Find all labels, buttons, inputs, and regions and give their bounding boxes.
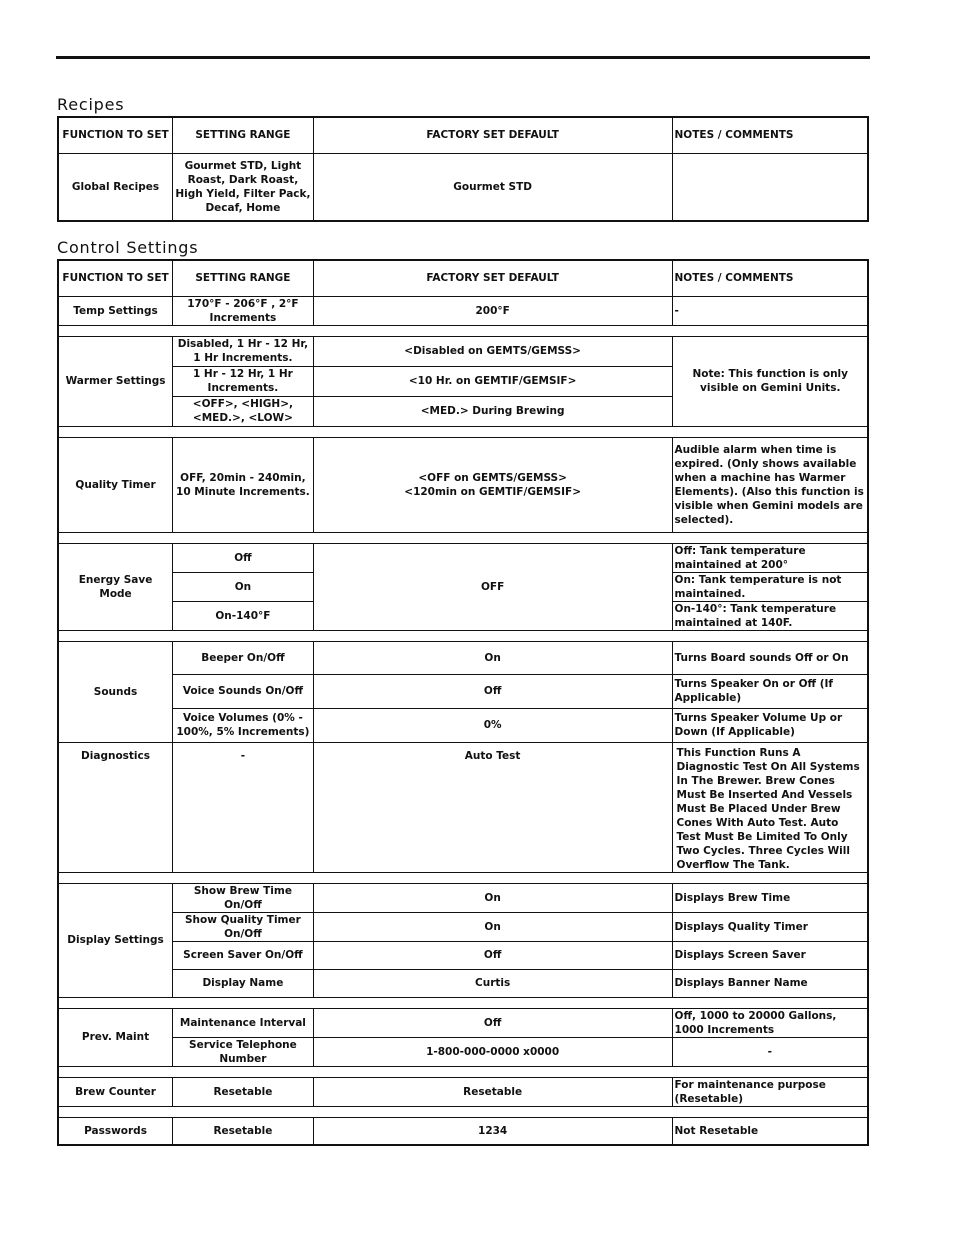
- default-cell: Curtis: [313, 969, 672, 997]
- table-row: [58, 969, 868, 997]
- notes-cell: Displays Brew Time: [672, 883, 868, 912]
- spacer-row: [58, 872, 868, 883]
- header-range: SETTING RANGE: [173, 260, 314, 296]
- default-cell: 200°F: [313, 296, 672, 325]
- function-cell: Brew Counter: [58, 1077, 173, 1106]
- table-header-row: [58, 260, 868, 296]
- notes-cell: Turns Board sounds Off or On: [672, 641, 868, 674]
- range-cell: Off: [173, 543, 314, 572]
- notes-cell: Displays Quality Timer: [672, 912, 868, 941]
- range-cell: Voice Volumes (0% - 100%, 5% Increments): [173, 708, 314, 742]
- notes-cell: [672, 153, 868, 221]
- table-row: [58, 708, 868, 742]
- notes-cell: Audible alarm when time is expired. (Only shows available when a machine has Warmer Elements). (Also this function is visible when Gemini models are selected).: [672, 437, 868, 532]
- header-default: FACTORY SET DEFAULT: [313, 117, 672, 153]
- range-cell: Screen Saver On/Off: [173, 941, 314, 969]
- table-row: [58, 1008, 868, 1037]
- default-cell: On: [313, 641, 672, 674]
- table-row: [58, 941, 868, 969]
- function-cell: Global Recipes: [58, 153, 173, 221]
- table-row: [58, 1117, 868, 1145]
- recipes-table: [57, 116, 869, 222]
- spacer-row: [58, 1106, 868, 1117]
- notes-cell: Turns Speaker Volume Up or Down (If Applicable): [672, 708, 868, 742]
- range-cell: On-140°F: [173, 601, 314, 630]
- default-cell: <Disabled on GEMTS/GEMSS>: [313, 336, 672, 366]
- default-cell: On: [313, 883, 672, 912]
- spacer-row: [58, 426, 868, 437]
- default-cell: 0%: [313, 708, 672, 742]
- table-row: [58, 742, 868, 872]
- default-cell: Gourmet STD: [313, 153, 672, 221]
- notes-cell: On: Tank temperature is not maintained.: [672, 572, 868, 601]
- function-cell: Display Settings: [58, 883, 173, 997]
- table-row: [58, 336, 868, 366]
- table-row: [58, 883, 868, 912]
- range-cell: Show Quality Timer On/Off: [173, 912, 314, 941]
- range-cell: Voice Sounds On/Off: [173, 674, 314, 708]
- default-cell: Off: [313, 1008, 672, 1037]
- table-row: [58, 674, 868, 708]
- header-default: FACTORY SET DEFAULT: [313, 260, 672, 296]
- control-settings-table: [57, 259, 869, 1146]
- table-row: [58, 1037, 868, 1066]
- default-cell: OFF: [313, 543, 672, 630]
- table-row: [58, 296, 868, 325]
- range-cell: -: [173, 742, 314, 872]
- range-cell: Maintenance Interval: [173, 1008, 314, 1037]
- range-cell: Gourmet STD, Light Roast, Dark Roast, High Yield, Filter Pack, Decaf, Home: [173, 153, 314, 221]
- range-cell: Show Brew Time On/Off: [173, 883, 314, 912]
- header-function: FUNCTION TO SET: [58, 260, 173, 296]
- top-rule: [56, 56, 870, 59]
- table-header-row: [58, 117, 868, 153]
- header-range: SETTING RANGE: [173, 117, 314, 153]
- default-line: <120min on GEMTIF/GEMSIF>: [404, 485, 581, 498]
- table-row: [58, 437, 868, 532]
- table-row: [58, 543, 868, 572]
- default-cell: On: [313, 912, 672, 941]
- function-cell: Diagnostics: [58, 742, 173, 872]
- notes-cell: -: [672, 296, 868, 325]
- notes-cell: -: [672, 1037, 868, 1066]
- notes-cell: Displays Banner Name: [672, 969, 868, 997]
- notes-cell: Not Resetable: [672, 1117, 868, 1145]
- range-cell: Disabled, 1 Hr - 12 Hr, 1 Hr Increments.: [173, 336, 314, 366]
- notes-cell: This Function Runs A Diagnostic Test On All Systems In The Brewer. Brew Cones Must Be Inserted And Vessels Must Be Placed Under Brew Cones With Auto Test. Auto Test Must Be Limited To Only Two Cycles. Three Cycles Will Overflow The Tank.: [672, 742, 868, 872]
- table-row: [58, 1077, 868, 1106]
- default-cell: [313, 437, 672, 532]
- notes-cell: Note: This function is only visible on Gemini Units.: [672, 336, 868, 426]
- default-cell: Auto Test: [313, 742, 672, 872]
- table-row: [58, 912, 868, 941]
- spacer-row: [58, 325, 868, 336]
- notes-cell: Displays Screen Saver: [672, 941, 868, 969]
- function-cell: Temp Settings: [58, 296, 173, 325]
- function-cell: Warmer Settings: [58, 336, 173, 426]
- range-cell: Resetable: [173, 1077, 314, 1106]
- range-cell: 170°F - 206°F , 2°F Increments: [173, 296, 314, 325]
- range-cell: Beeper On/Off: [173, 641, 314, 674]
- default-cell: 1-800-000-0000 x0000: [313, 1037, 672, 1066]
- function-cell: Quality Timer: [58, 437, 173, 532]
- function-cell: Sounds: [58, 641, 173, 742]
- header-notes: NOTES / COMMENTS: [672, 117, 868, 153]
- default-cell: Off: [313, 941, 672, 969]
- spacer-row: [58, 997, 868, 1008]
- default-line: <OFF on GEMTS/GEMSS>: [418, 471, 567, 484]
- notes-cell: Off, 1000 to 20000 Gallons, 1000 Increments: [672, 1008, 868, 1037]
- notes-cell: For maintenance purpose (Resetable): [672, 1077, 868, 1106]
- range-cell: 1 Hr - 12 Hr, 1 Hr Increments.: [173, 366, 314, 396]
- notes-cell: Off: Tank temperature maintained at 200°: [672, 543, 868, 572]
- spacer-row: [58, 1066, 868, 1077]
- function-cell: Passwords: [58, 1117, 173, 1145]
- range-cell: OFF, 20min - 240min, 10 Minute Increments.: [173, 437, 314, 532]
- header-function: FUNCTION TO SET: [58, 117, 173, 153]
- range-cell: Service Telephone Number: [173, 1037, 314, 1066]
- notes-cell: Turns Speaker On or Off (If Applicable): [672, 674, 868, 708]
- default-cell: 1234: [313, 1117, 672, 1145]
- default-cell: <MED.> During Brewing: [313, 396, 672, 426]
- section-title-recipes: Recipes: [57, 95, 125, 114]
- range-cell: Display Name: [173, 969, 314, 997]
- table-row: [58, 153, 868, 221]
- header-notes: NOTES / COMMENTS: [672, 260, 868, 296]
- function-cell: Prev. Maint: [58, 1008, 173, 1066]
- section-title-control-settings: Control Settings: [57, 238, 199, 257]
- range-cell: On: [173, 572, 314, 601]
- default-cell: Off: [313, 674, 672, 708]
- table-row: [58, 641, 868, 674]
- range-cell: <OFF>, <HIGH>, <MED.>, <LOW>: [173, 396, 314, 426]
- default-cell: Resetable: [313, 1077, 672, 1106]
- function-cell: Energy Save Mode: [58, 543, 173, 630]
- default-cell: <10 Hr. on GEMTIF/GEMSIF>: [313, 366, 672, 396]
- spacer-row: [58, 630, 868, 641]
- notes-cell: On-140°: Tank temperature maintained at 140F.: [672, 601, 868, 630]
- spacer-row: [58, 532, 868, 543]
- range-cell: Resetable: [173, 1117, 314, 1145]
